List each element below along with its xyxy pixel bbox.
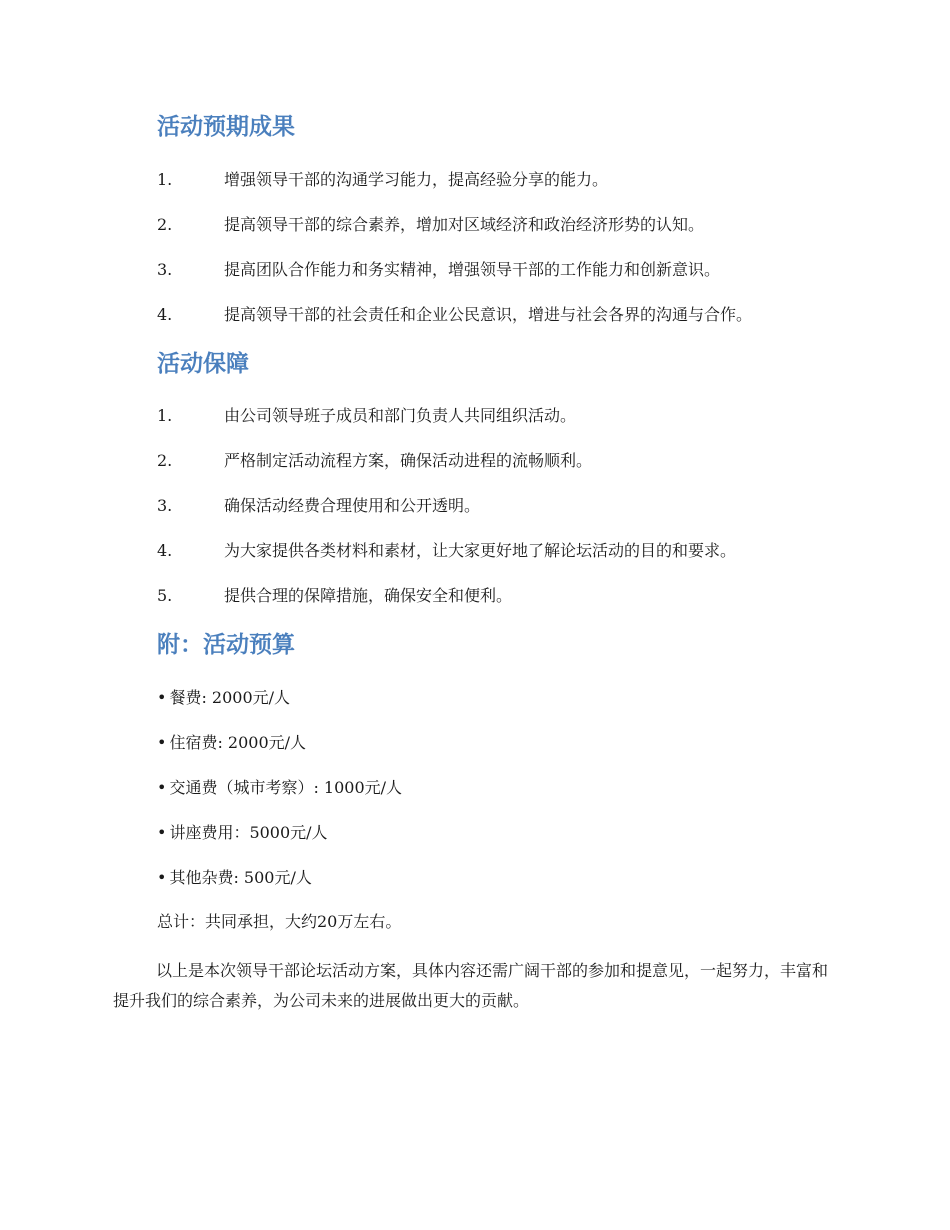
list-item (0, 303, 950, 327)
list-item (0, 404, 950, 428)
bullet-dot: • (157, 823, 167, 842)
budget-item-text: 住宿费: 2000元/人 (169, 733, 307, 752)
list-item (0, 539, 950, 563)
bullet-dot: • (157, 688, 167, 707)
budget-item-text: 餐费: 2000元/人 (169, 688, 291, 707)
bullet-dot: • (157, 868, 167, 887)
item-text: 提高领导干部的社会责任和企业公民意识，增进与社会各界的沟通与合作。 (224, 305, 753, 324)
item-number: 1. (157, 406, 173, 425)
item-text: 严格制定活动流程方案，确保活动进程的流畅顺利。 (224, 451, 593, 470)
list-item (0, 584, 950, 608)
list-item (0, 258, 950, 282)
item-number: 5. (157, 586, 173, 605)
budget-item-text: 讲座费用：5000元/人 (169, 823, 328, 842)
budget-item (157, 821, 328, 845)
item-number: 2. (157, 451, 173, 470)
bullet-dot: • (157, 733, 167, 752)
budget-item-text: 其他杂费: 500元/人 (169, 868, 312, 887)
item-number: 4. (157, 305, 173, 324)
item-number: 4. (157, 541, 173, 560)
budget-item (157, 731, 306, 755)
item-text: 增强领导干部的沟通学习能力，提高经验分享的能力。 (224, 170, 609, 189)
list-item (0, 494, 950, 518)
item-number: 3. (157, 260, 173, 279)
item-text: 提供合理的保障措施，确保安全和便利。 (224, 586, 513, 605)
section-title-budget: 附：活动预算 (157, 632, 295, 658)
bullet-dot: • (157, 778, 167, 797)
budget-item (157, 686, 290, 710)
budget-item (157, 866, 312, 890)
list-item (0, 449, 950, 473)
item-number: 2. (157, 215, 173, 234)
item-number: 3. (157, 496, 173, 515)
item-text: 提高团队合作能力和务实精神，增强领导干部的工作能力和创新意识。 (224, 260, 721, 279)
budget-item (157, 776, 402, 800)
closing-paragraph: 以上是本次领导干部论坛活动方案，具体内容还需广阔干部的参加和提意见，一起努力，丰富和提升我们的综合素养，为公司未来的进展做出更大的贡献。 (113, 961, 829, 1010)
list-item (0, 213, 950, 237)
budget-item-text: 交通费（城市考察）: 1000元/人 (169, 778, 403, 797)
item-text: 提高领导干部的综合素养，增加对区域经济和政治经济形势的认知。 (224, 215, 705, 234)
item-text: 由公司领导班子成员和部门负责人共同组织活动。 (224, 406, 577, 425)
item-text: 确保活动经费合理使用和公开透明。 (224, 496, 481, 515)
list-item (0, 168, 950, 192)
section-title-expected-results: 活动预期成果 (157, 114, 295, 140)
section-title-guarantee: 活动保障 (157, 351, 249, 377)
item-text: 为大家提供各类材料和素材，让大家更好地了解论坛活动的目的和要求。 (224, 541, 737, 560)
budget-total: 总计：共同承担，大约20万左右。 (157, 912, 402, 931)
item-number: 1. (157, 170, 173, 189)
